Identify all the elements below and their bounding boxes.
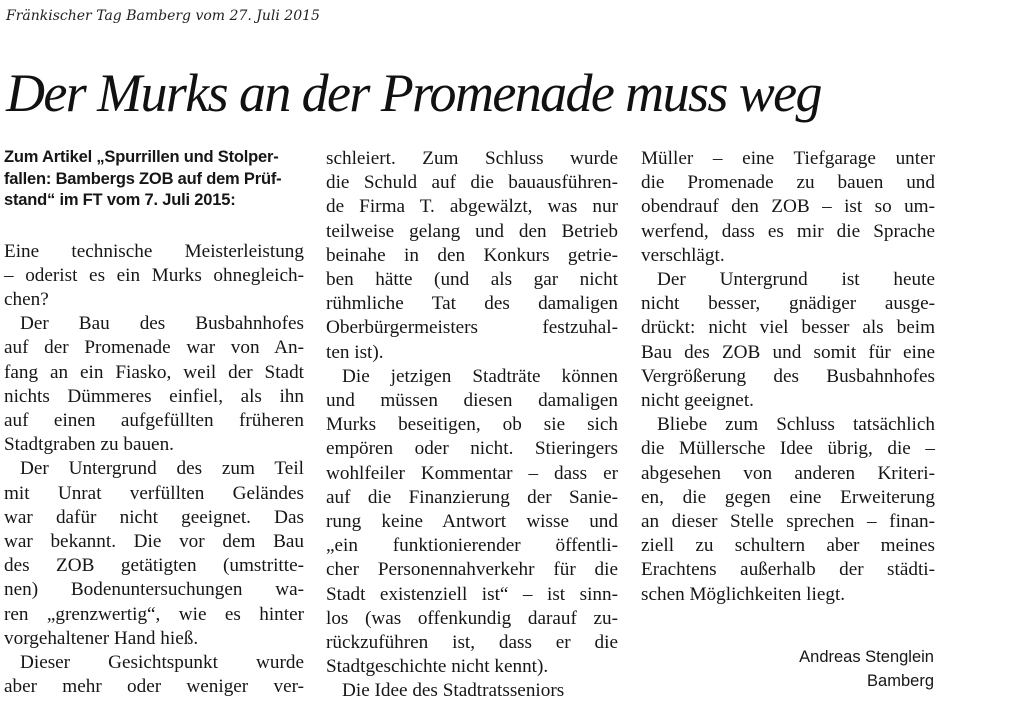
- signature-name: Andreas Stenglein: [799, 648, 934, 666]
- paragraph: Der Untergrund ist heute nicht besser, gnädiger ausge- drückt: nicht viel besser als beim Bau des ZOB und somit für eine Vergrößerung des Busbahnhofes nicht geeignet.: [641, 269, 935, 412]
- paragraph: Die Idee des Stadtratsseniors: [342, 680, 565, 702]
- paragraph: Bliebe zum Schluss tatsächlich die Müllersche Idee übrig, die – abgesehen von anderen Kriteri- en, die gegen eine Erweiterung an dieser Stelle sprechen – finan- ziell zu schultern aber meines Erachtens außerhalb der städti- schen Möglichkeiten liegt.: [641, 414, 935, 605]
- paragraph: Müller – eine Tiefgarage unter die Promenade zu bauen und obendrauf den ZOB – ist so um- werfend, dass es mir die Sprache verschlägt.: [641, 148, 935, 266]
- column-3: [641, 147, 935, 607]
- lead-line: Zum Artikel „Spurrillen und Stolper-: [4, 148, 279, 166]
- headline: Der Murks an der Promenade muss weg: [6, 63, 821, 123]
- paragraph: Die jetzigen Stadträte können und müssen diesen damaligen Murks beseitigen, ob sie sich empören oder nicht. Stieringers wohlfeiler Kommentar – dass er auf die Finanzierung der Sanie- rung keine Antwort wisse und „ein funktionierender öffentli- cher Personennahverkehr für die Stadt existenziell ist“ – ist sinn- los (was offenkundig darauf zu- rückzuführen ist, dass er die Stadtgeschichte nicht kennt).: [326, 365, 618, 678]
- paragraph: Der Bau des Busbahnhofes auf der Promenade war von An- fang an ein Fiasko, weil der Stadt nichts Dümmeres einfiel, als ihn auf einen aufgefüllten früheren Stadtgraben zu bauen.: [4, 313, 304, 456]
- lead-line: fallen: Bambergs ZOB auf dem Prüf-: [4, 169, 282, 188]
- paragraph: Dieser Gesichtspunkt wurde aber mehr oder weniger ver-: [4, 651, 304, 698]
- lead-line: stand“ im FT vom 7. Juli 2015:: [4, 191, 236, 209]
- column-2: [326, 147, 618, 704]
- lead-reference: [4, 147, 304, 212]
- paragraph: schleiert. Zum Schluss wurde die Schuld auf die bauausführen- de Firma T. abgewälzt, was nur teilweise gelang und den Betrieb beinahe in den Konkurs getrie- ben hätte (und als gar nicht rühmliche Tat des damaligen Oberbürgermeisters festzuhal- ten ist).: [326, 148, 618, 363]
- column-1: [4, 147, 304, 699]
- paragraph: Der Untergrund des zum Teil mit Unrat verfüllten Geländes war dafür nicht geeignet. Das war bekannt. Die vor dem Bau des ZOB getätigten (umstritte- nen) Bodenuntersuchungen wa- ren „grenzwertig“, wie es hinter vorgehaltener Hand hieß.: [4, 458, 304, 649]
- signature-city: Bamberg: [867, 672, 934, 690]
- source-line: Fränkischer Tag Bamberg vom 27. Juli 2015: [6, 8, 320, 24]
- paragraph: Eine technische Meisterleistung – oderist es ein Murks ohnegleich- chen?: [4, 240, 304, 310]
